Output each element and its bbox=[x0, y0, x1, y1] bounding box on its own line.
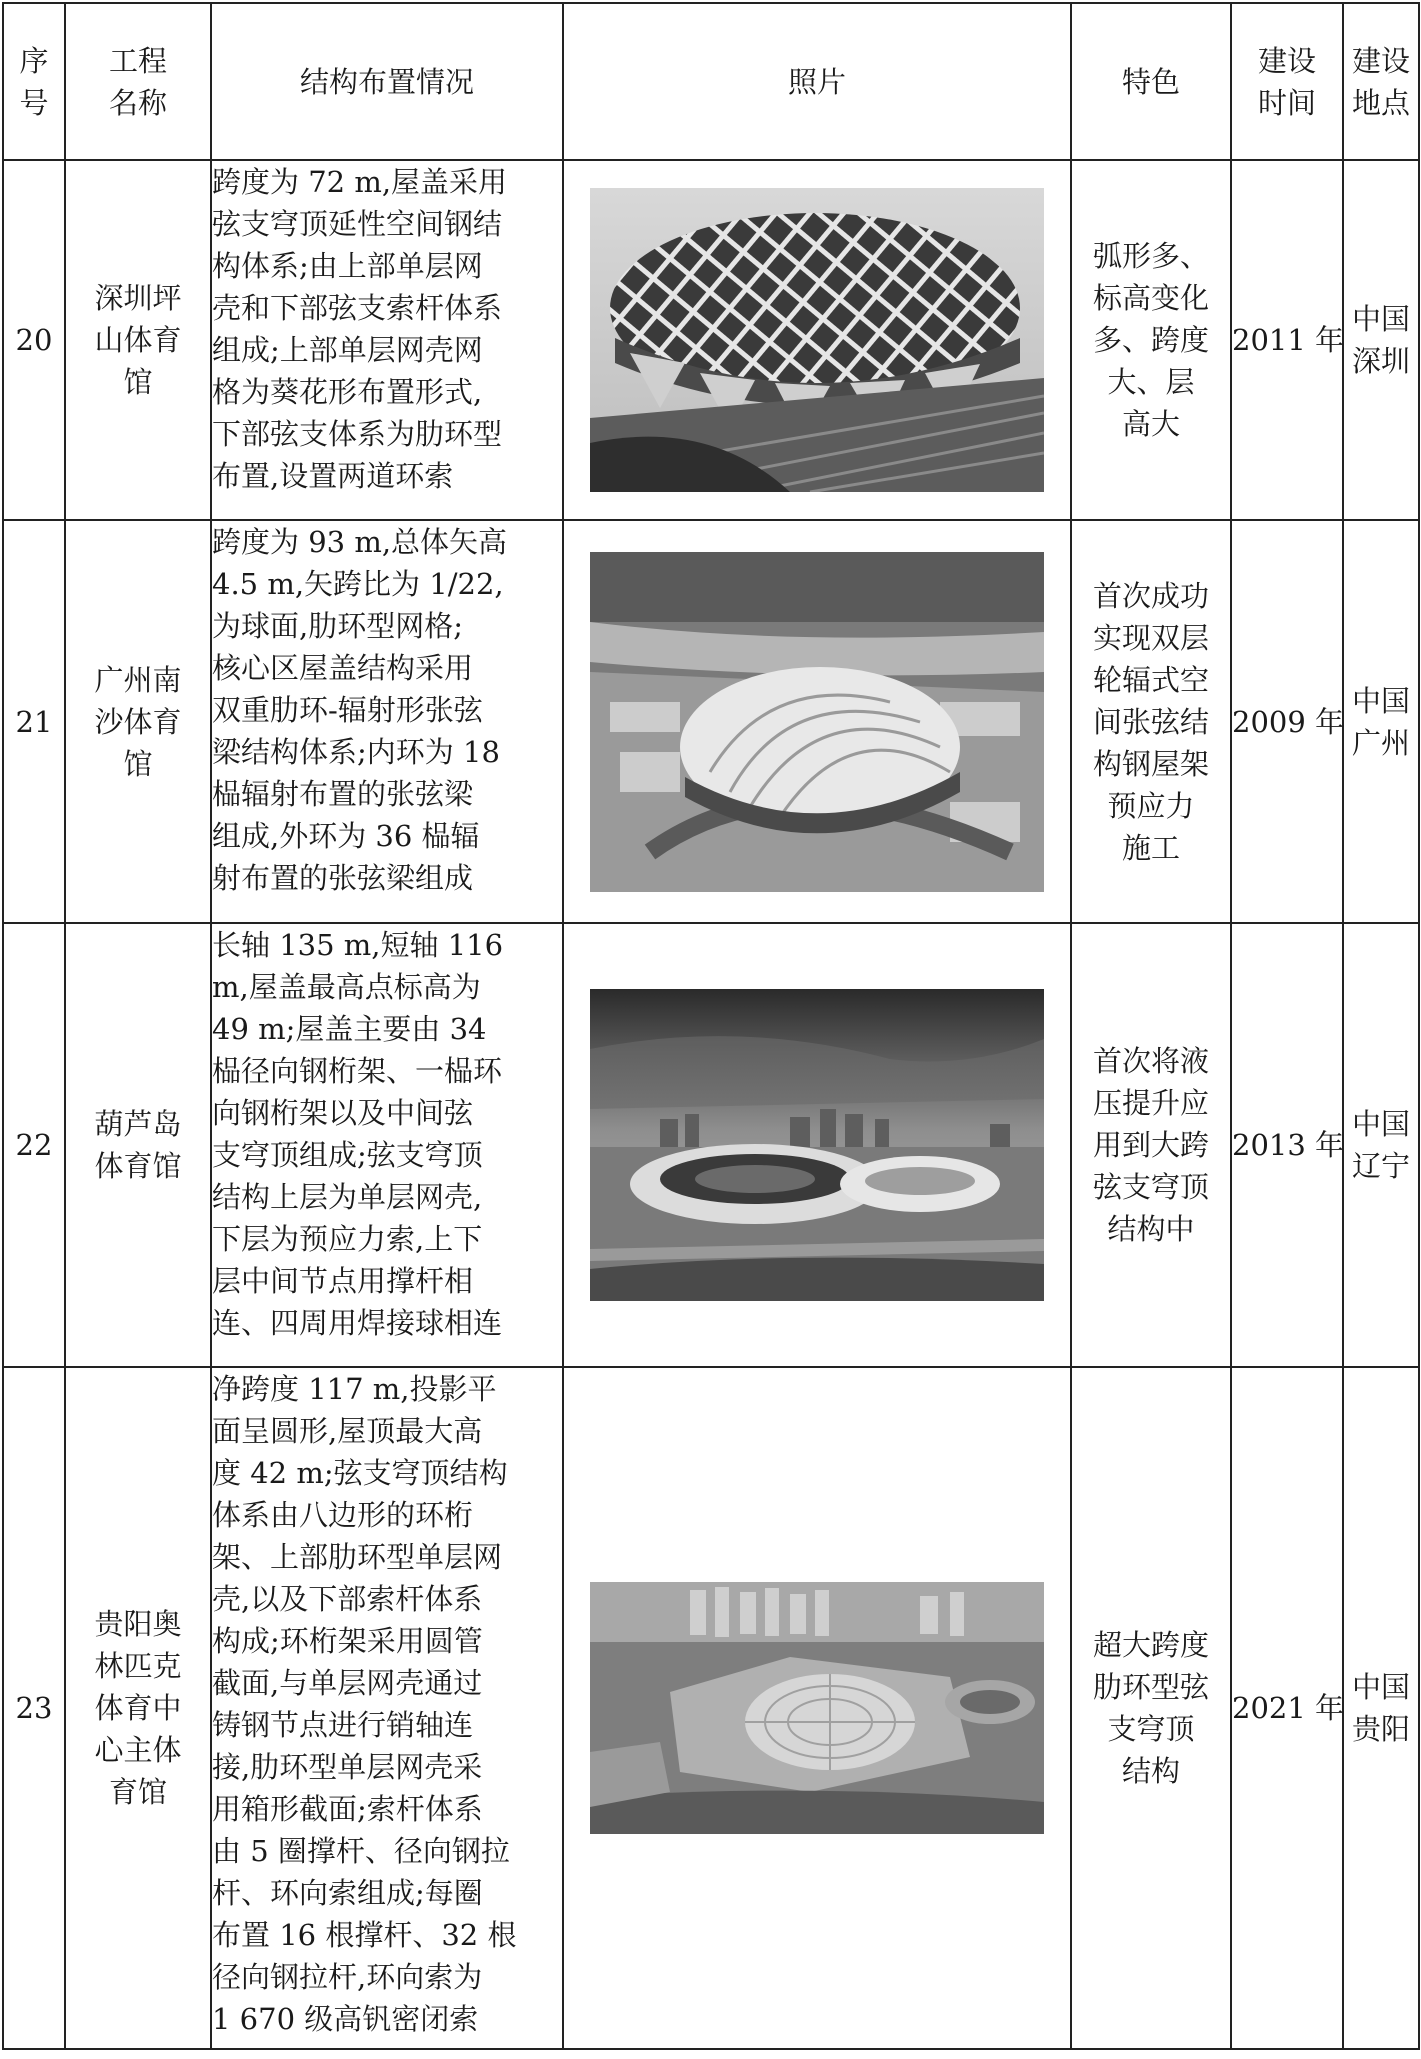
table-row bbox=[3, 160, 1419, 520]
header-no: 序 号 bbox=[3, 3, 65, 160]
build-year: 2013 年 bbox=[1231, 923, 1343, 1367]
project-name: 深圳坪 山体育 馆 bbox=[65, 160, 211, 520]
structure-description: 跨度为 93 m,总体矢高 4.5 m,矢跨比为 1/22, 为球面,肋环型网格; 核心区屋盖结构采用 双重肋环-辐射形张弦 梁结构体系;内环为 18 榀辐射布置的张弦梁 组成,外环为 36 榀辐 射布置的张弦梁组成 bbox=[211, 520, 563, 923]
stadium-photo-guiyang bbox=[590, 1582, 1044, 1834]
structure-description: 跨度为 72 m,屋盖采用 弦支穹顶延性空间钢结 构体系;由上部单层网 壳和下部弦支索杆体系 组成;上部单层网壳网 格为葵花形布置形式, 下部弦支体系为肋环型 布置,设置两道环索 bbox=[211, 160, 563, 520]
row-number: 22 bbox=[3, 923, 65, 1367]
row-number: 23 bbox=[3, 1367, 65, 2049]
build-year: 2009 年 bbox=[1231, 520, 1343, 923]
row-number: 20 bbox=[3, 160, 65, 520]
project-name: 贵阳奥 林匹克 体育中 心主体 育馆 bbox=[65, 1367, 211, 2049]
table-row bbox=[3, 923, 1419, 1367]
project-name: 葫芦岛 体育馆 bbox=[65, 923, 211, 1367]
photo-cell bbox=[563, 923, 1071, 1367]
feature-text: 首次成功 实现双层 轮辐式空 间张弦结 构钢屋架 预应力 施工 bbox=[1071, 520, 1231, 923]
projects-table bbox=[2, 2, 1420, 2050]
project-name: 广州南 沙体育 馆 bbox=[65, 520, 211, 923]
table-row bbox=[3, 1367, 1419, 2049]
build-location: 中国 贵阳 bbox=[1343, 1367, 1419, 2049]
header-feature: 特色 bbox=[1071, 3, 1231, 160]
stadium-photo-huludao bbox=[590, 989, 1044, 1301]
photo-cell bbox=[563, 520, 1071, 923]
table-row bbox=[3, 520, 1419, 923]
build-year: 2011 年 bbox=[1231, 160, 1343, 520]
header-place: 建设 地点 bbox=[1343, 3, 1419, 160]
structure-description: 净跨度 117 m,投影平 面呈圆形,屋顶最大高 度 42 m;弦支穹顶结构 体系由八边形的环桁 架、上部肋环型单层网 壳,以及下部索杆体系 构成;环桁架采用圆管 截面,与单层网壳通过 铸钢节点进行销轴连 接,肋环型单层网壳采 用箱形截面;索杆体系 由 5 圈撑杆、径向钢拉 杆、环向索组成;每圈 布置 16 根撑杆、32 根 径向钢拉杆,环向索为 1 670 级高钒密闭索 bbox=[211, 1367, 563, 2049]
stadium-photo-shenzhen bbox=[590, 188, 1044, 492]
feature-text: 弧形多、 标高变化 多、跨度 大、层 高大 bbox=[1071, 160, 1231, 520]
row-number: 21 bbox=[3, 520, 65, 923]
feature-text: 首次将液 压提升应 用到大跨 弦支穹顶 结构中 bbox=[1071, 923, 1231, 1367]
header-row bbox=[3, 3, 1419, 160]
build-location: 中国 广州 bbox=[1343, 520, 1419, 923]
stadium-photo-guangzhou bbox=[590, 552, 1044, 892]
header-name: 工程 名称 bbox=[65, 3, 211, 160]
header-time: 建设 时间 bbox=[1231, 3, 1343, 160]
feature-text: 超大跨度 肋环型弦 支穹顶 结构 bbox=[1071, 1367, 1231, 2049]
photo-cell bbox=[563, 160, 1071, 520]
header-structure: 结构布置情况 bbox=[211, 3, 563, 160]
header-photo: 照片 bbox=[563, 3, 1071, 160]
build-year: 2021 年 bbox=[1231, 1367, 1343, 2049]
photo-cell bbox=[563, 1367, 1071, 2049]
build-location: 中国 辽宁 bbox=[1343, 923, 1419, 1367]
build-location: 中国 深圳 bbox=[1343, 160, 1419, 520]
structure-description: 长轴 135 m,短轴 116 m,屋盖最高点标高为 49 m;屋盖主要由 34 榀径向钢桁架、一榀环 向钢桁架以及中间弦 支穹顶组成;弦支穹顶 结构上层为单层网壳, 下层为预应力索,上下 层中间节点用撑杆相 连、四周用焊接球相连 bbox=[211, 923, 563, 1367]
